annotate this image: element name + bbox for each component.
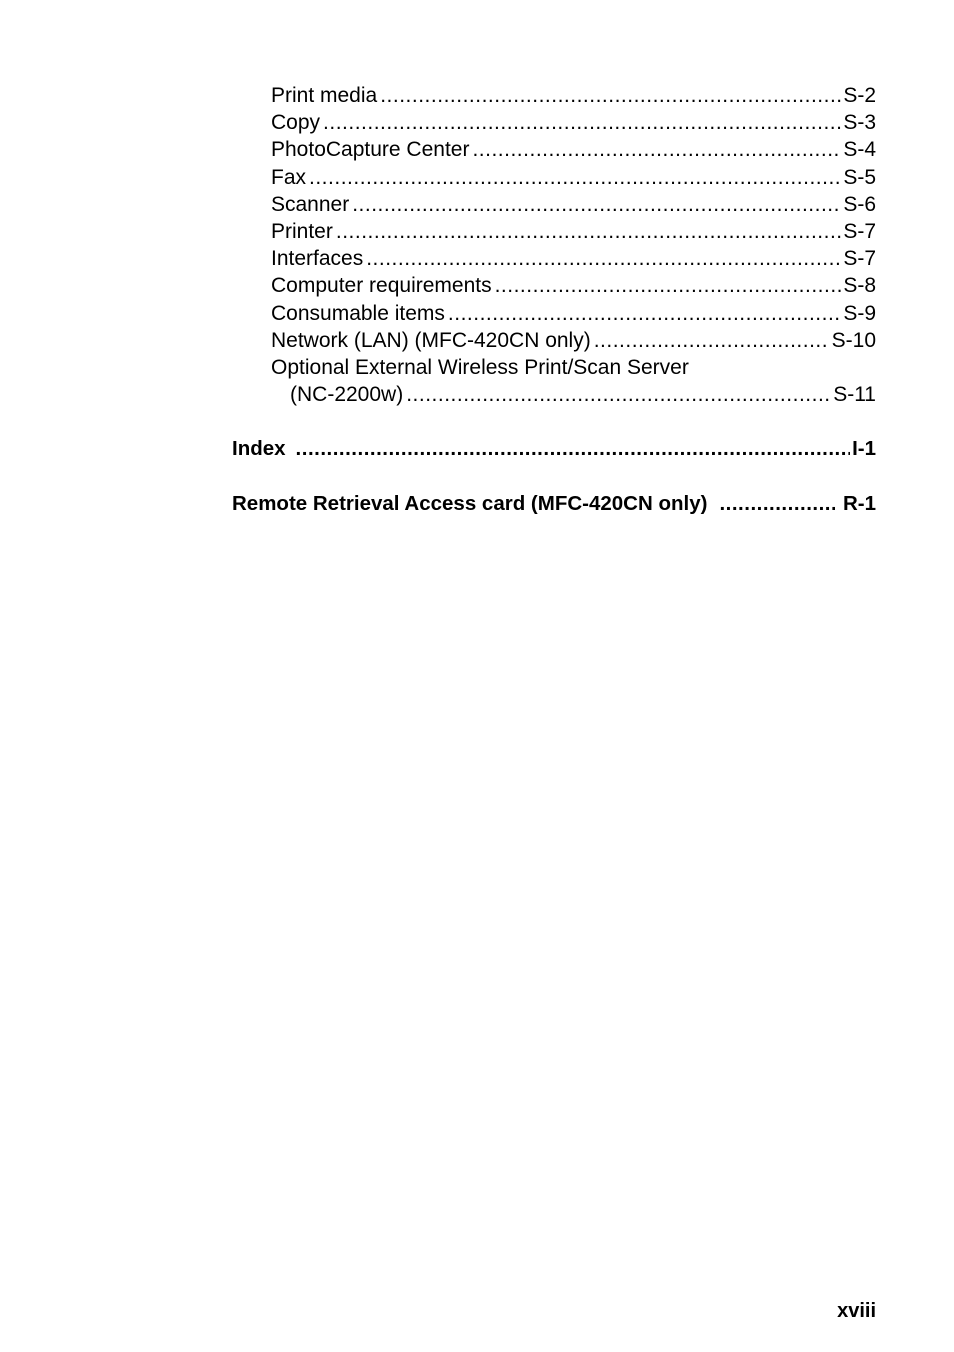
toc-entry-label: PhotoCapture Center [271, 138, 470, 162]
dot-leader [495, 272, 842, 299]
page-number: xviii [837, 1300, 876, 1322]
toc-entry-interfaces[interactable] [232, 245, 876, 272]
toc-entry-label: Network (LAN) (MFC-420CN only) [271, 328, 591, 352]
toc-entry-page: S-11 [833, 383, 876, 407]
dot-leader [336, 218, 841, 245]
toc-entry-copy[interactable] [232, 109, 876, 136]
toc-entry-photocapture-center[interactable] [232, 136, 876, 163]
toc-entry-page: S-2 [843, 84, 876, 107]
toc-entry-page: S-9 [843, 301, 876, 325]
toc-entry-label: Remote Retrieval Access card (MFC-420CN only) [232, 491, 708, 515]
toc-entry-label: Printer [271, 219, 333, 243]
dot-leader [594, 327, 830, 354]
toc-entry-network-lan[interactable] [232, 327, 876, 354]
toc-entry-label: Index [232, 437, 286, 461]
dot-leader [380, 82, 841, 109]
dot-leader [323, 109, 841, 136]
toc-entry-label: Computer requirements [271, 274, 492, 298]
toc-entry-scanner[interactable] [232, 191, 876, 218]
toc-entry-print-media[interactable] [232, 82, 876, 109]
toc-entry-label: Print media [271, 84, 378, 107]
dot-leader [309, 164, 841, 191]
dot-leader [296, 435, 851, 462]
toc-entry-page: S-7 [843, 219, 876, 243]
toc-entry-label: Scanner [271, 192, 350, 216]
toc-entry-label: Copy [271, 111, 321, 135]
toc-entry-label: Interfaces [271, 247, 364, 271]
toc-entry-page: S-7 [843, 247, 876, 271]
toc-entry-optional-wireless-server-cont[interactable] [232, 381, 876, 408]
toc-entry-computer-requirements[interactable] [232, 272, 876, 299]
toc-entry-label: (NC-2200w) [290, 383, 404, 407]
toc-entry-remote-retrieval-card[interactable] [232, 490, 876, 517]
spacer [232, 408, 876, 435]
table-of-contents [232, 82, 876, 517]
dot-leader [366, 245, 841, 272]
toc-entry-page: S-3 [843, 111, 876, 135]
toc-entry-page: S-4 [843, 138, 876, 162]
dot-leader [352, 191, 841, 218]
toc-entry-index[interactable] [232, 435, 876, 462]
toc-entry-label: Fax [271, 165, 307, 189]
dot-leader [448, 300, 841, 327]
spacer [232, 463, 876, 490]
toc-entry-fax[interactable] [232, 164, 876, 191]
toc-entry-label: Consumable items [271, 301, 445, 325]
toc-entry-page: S-8 [843, 274, 876, 298]
toc-entry-consumable-items[interactable] [232, 300, 876, 327]
dot-leader [406, 381, 831, 408]
dot-leader [472, 136, 841, 163]
toc-entry-page: S-10 [831, 328, 876, 352]
toc-entry-printer[interactable] [232, 218, 876, 245]
toc-entry-page: I-1 [852, 437, 876, 461]
toc-entry-page: S-6 [843, 192, 876, 216]
toc-entry-page: R-1 [842, 491, 876, 515]
toc-entry-page: S-5 [843, 165, 876, 189]
toc-entry-optional-wireless-server[interactable]: Optional External Wireless Print/Scan Server [271, 355, 689, 379]
dot-leader [719, 490, 834, 517]
